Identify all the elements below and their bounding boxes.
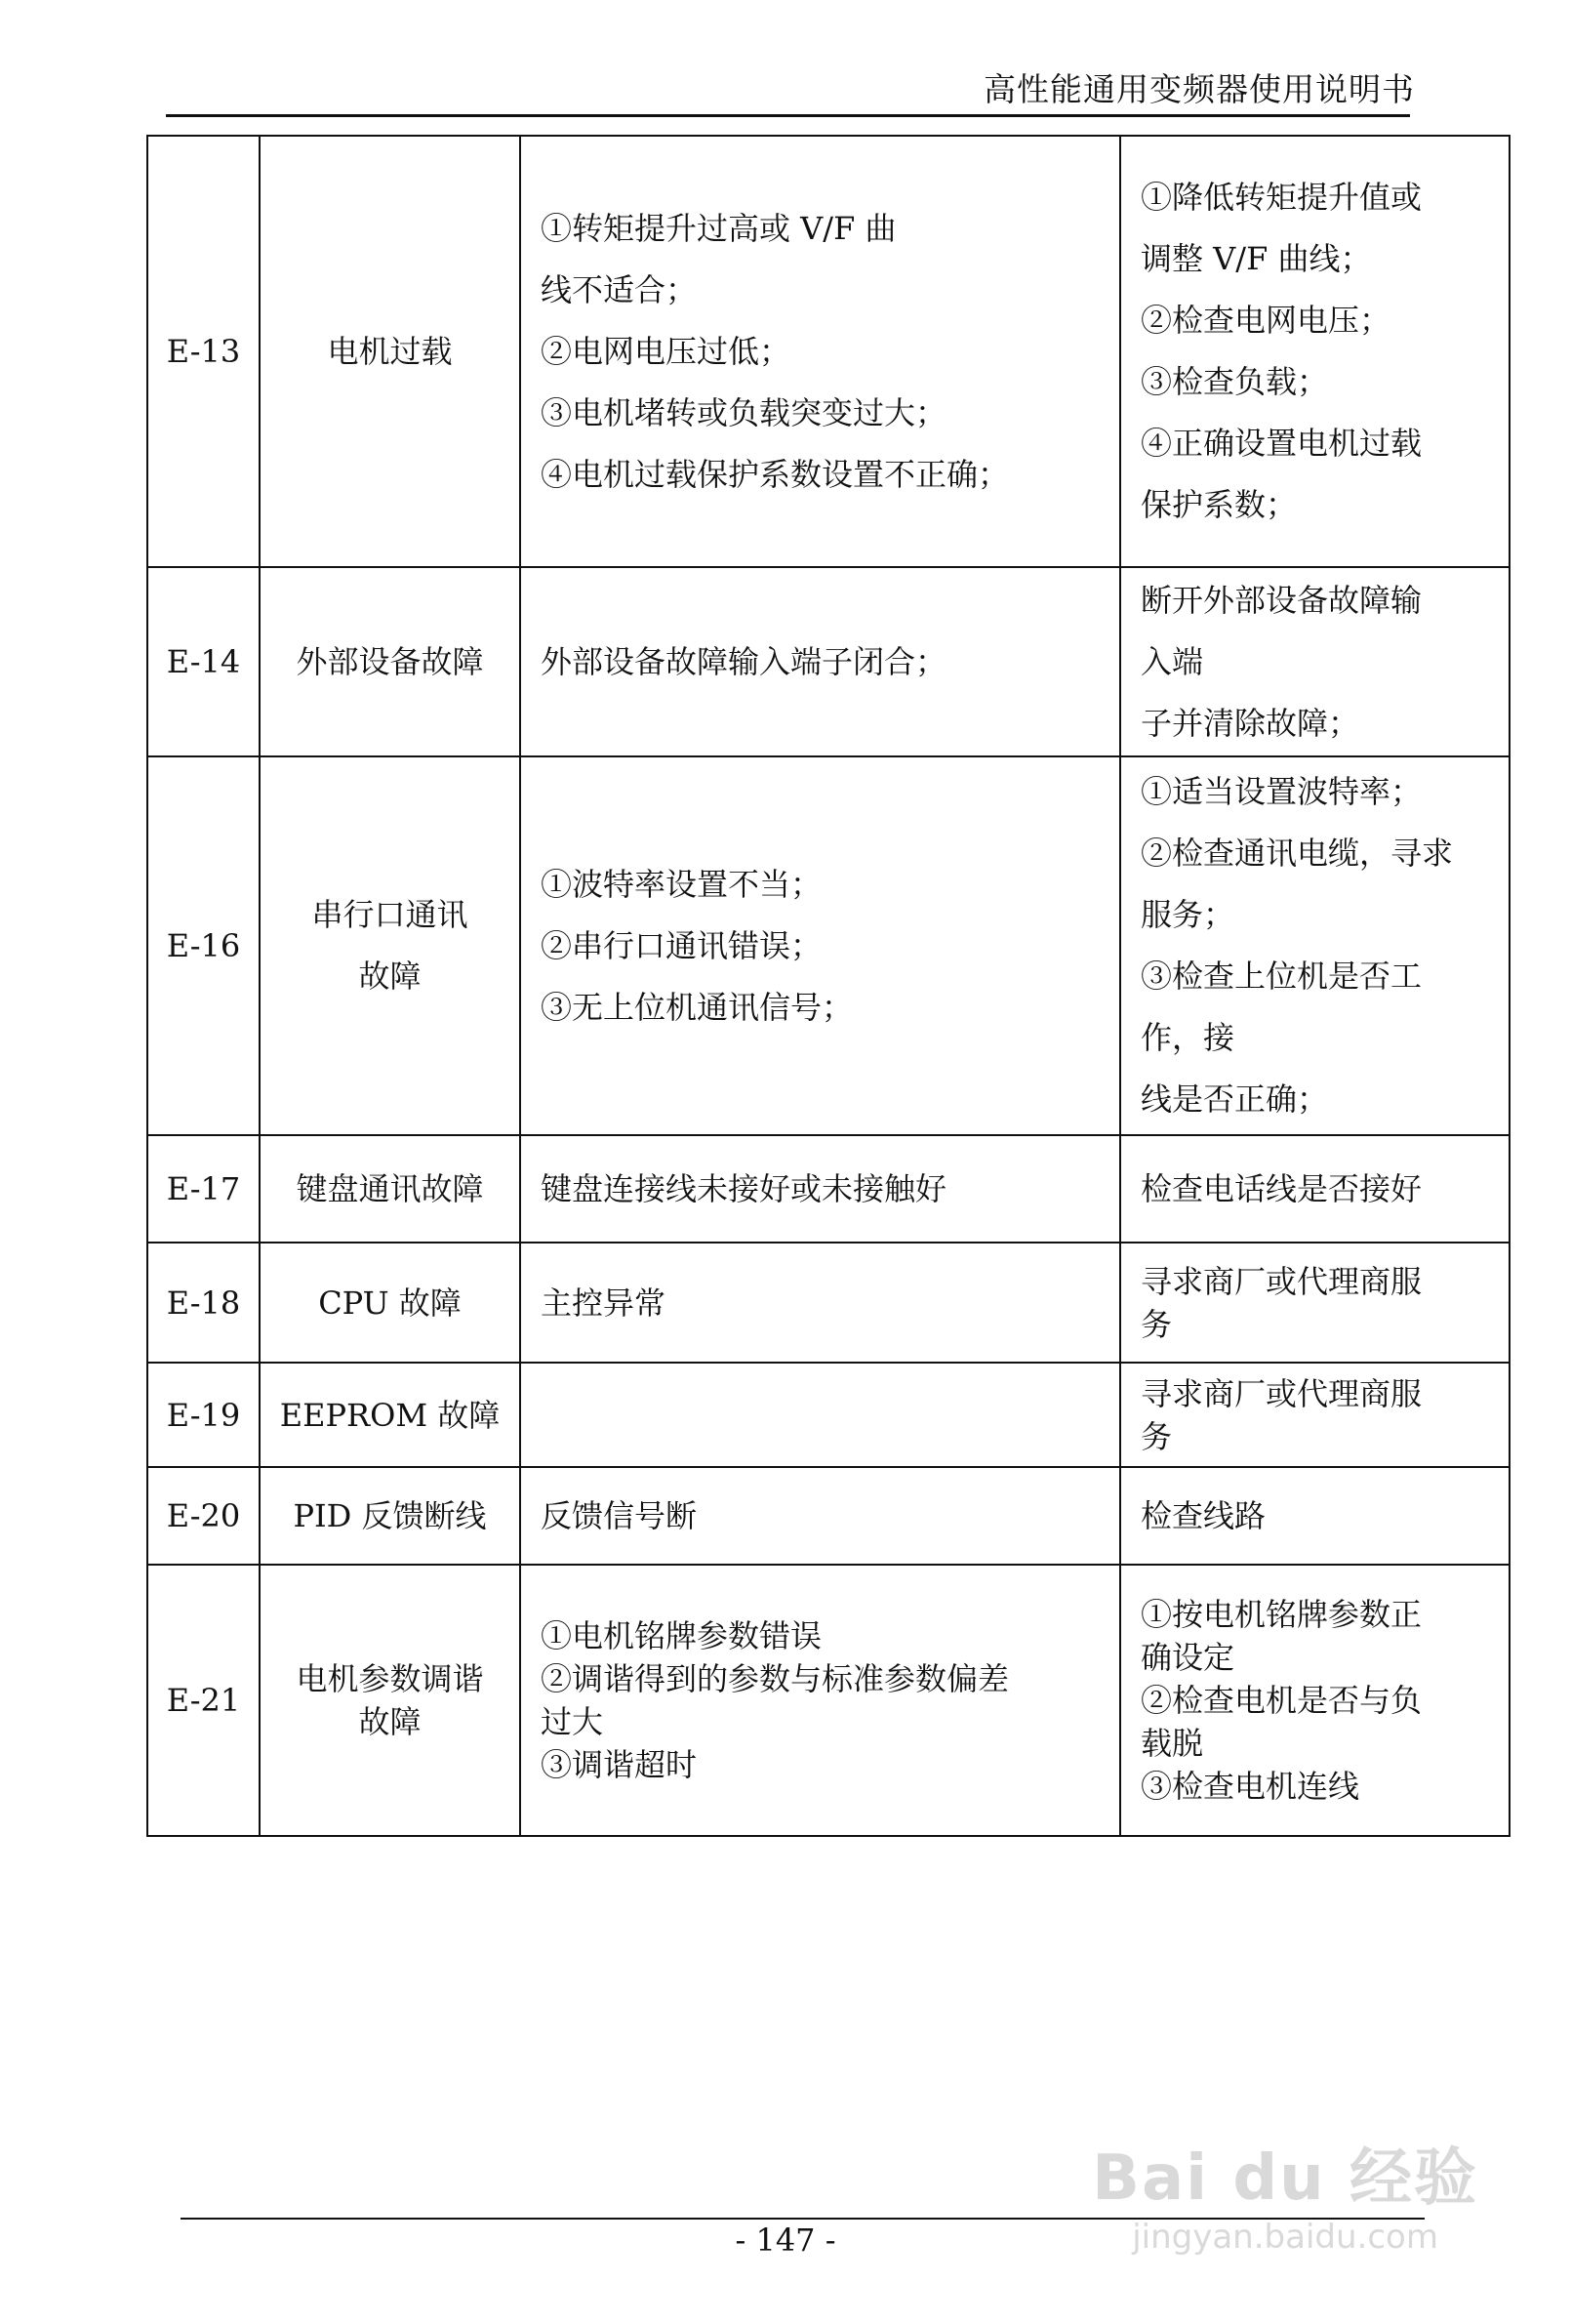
- fault-name-cell-line: PID 反馈断线: [293, 1497, 487, 1534]
- fault-solution-cell-line: 寻求商厂或代理商服: [1141, 1374, 1423, 1412]
- fault-name-cell: [260, 1467, 520, 1565]
- fault-solution-cell-line: 调整 V/F 曲线；: [1141, 240, 1372, 277]
- fault-cause-cell-line: ②串行口通讯错误；: [541, 926, 823, 964]
- fault-solution-cell-line: 检查电话线是否接好: [1141, 1170, 1423, 1207]
- table-row: [147, 136, 1510, 567]
- fault-solution-cell: [1120, 1467, 1510, 1565]
- fault-name-cell-line: 电机过载: [327, 332, 453, 370]
- fault-solution-cell-line: ③检查负载；: [1141, 363, 1329, 400]
- page-number: - 147 -: [735, 2222, 836, 2259]
- fault-name-cell-line: 串行口通讯: [311, 896, 468, 933]
- fault-name-cell: [260, 1565, 520, 1836]
- fault-code-cell: E-14: [147, 567, 260, 756]
- fault-code-cell: E-19: [147, 1363, 260, 1467]
- fault-cause-cell-line: 线不适合；: [541, 270, 698, 308]
- fault-solution-cell: [1120, 756, 1510, 1135]
- fault-cause-cell-line: 过大: [541, 1703, 604, 1740]
- table-row: [147, 756, 1510, 1135]
- fault-code-cell: E-18: [147, 1243, 260, 1363]
- fault-name-cell-line: 键盘通讯故障: [296, 1170, 484, 1207]
- fault-name-cell-line: EEPROM 故障: [279, 1396, 501, 1434]
- fault-solution-cell-line: ①降低转矩提升值或: [1141, 179, 1423, 216]
- fault-table: [146, 135, 1511, 1837]
- fault-name-cell-line: 电机参数调谐: [296, 1660, 484, 1697]
- fault-name-cell: [260, 756, 520, 1135]
- fault-solution-cell-line: 检查线路: [1141, 1497, 1267, 1534]
- fault-cause-cell: [520, 756, 1120, 1135]
- fault-cause-cell-line: 键盘连接线未接好或未接触好: [541, 1170, 947, 1207]
- fault-solution-cell-line: 断开外部设备故障输: [1141, 581, 1423, 619]
- fault-solution-cell-line: 作，接: [1141, 1019, 1235, 1056]
- fault-cause-cell: [520, 1467, 1120, 1565]
- table-row: [147, 1243, 1510, 1363]
- fault-solution-cell-line: 确设定: [1141, 1639, 1235, 1676]
- fault-solution-cell-line: 线是否正确；: [1141, 1080, 1329, 1118]
- fault-solution-cell-line: 务: [1141, 1305, 1173, 1343]
- table-row: [147, 1135, 1510, 1243]
- fault-cause-cell-line: ②电网电压过低；: [541, 332, 791, 370]
- fault-cause-cell: [520, 1135, 1120, 1243]
- fault-solution-cell-line: 子并清除故障；: [1141, 704, 1360, 742]
- table-row: [147, 1467, 1510, 1565]
- fault-solution-cell: [1120, 136, 1510, 567]
- table-row: [147, 1363, 1510, 1467]
- fault-name-cell: [260, 1135, 520, 1243]
- fault-cause-cell: [520, 1363, 1120, 1467]
- fault-solution-cell-line: ①按电机铭牌参数正: [1141, 1596, 1423, 1633]
- fault-name-cell-line: 故障: [358, 1703, 422, 1740]
- fault-solution-cell-line: ①适当设置波特率；: [1141, 773, 1423, 810]
- fault-name-cell-line: 外部设备故障: [296, 642, 484, 680]
- fault-solution-cell-line: 寻求商厂或代理商服: [1141, 1262, 1423, 1300]
- fault-solution-cell-line: 务: [1141, 1417, 1173, 1455]
- fault-cause-cell: [520, 567, 1120, 756]
- fault-cause-cell-line: 反馈信号断: [541, 1497, 698, 1534]
- fault-solution-cell-line: ②检查电网电压；: [1141, 302, 1391, 339]
- fault-cause-cell: [520, 136, 1120, 567]
- fault-solution-cell-line: ②检查通讯电缆，寻求: [1141, 835, 1454, 872]
- fault-cause-cell-line: ③电机堵转或负载突变过大；: [541, 393, 947, 431]
- fault-solution-cell-line: 入端: [1141, 642, 1204, 680]
- fault-name-cell: [260, 1243, 520, 1363]
- header-divider: [166, 114, 1410, 117]
- fault-cause-cell-line: ③调谐超时: [541, 1746, 698, 1783]
- fault-cause-cell-line: ④电机过载保护系数设置不正确；: [541, 455, 1010, 493]
- fault-solution-cell: [1120, 1565, 1510, 1836]
- fault-cause-cell: [520, 1565, 1120, 1836]
- table-row: [147, 567, 1510, 756]
- baidu-watermark-logo: Bai du 经验 jingyan.baidu.com: [1092, 2142, 1478, 2257]
- header-title: 高性能通用变频器使用说明书: [984, 70, 1415, 108]
- fault-cause-cell-line: ②调谐得到的参数与标准参数偏差: [541, 1660, 1010, 1697]
- fault-name-cell: [260, 1363, 520, 1467]
- fault-solution-cell-line: ②检查电机是否与负: [1141, 1682, 1423, 1719]
- fault-cause-cell-line: 外部设备故障输入端子闭合；: [541, 642, 947, 680]
- fault-cause-cell-line: ①转矩提升过高或 V/F 曲: [541, 209, 897, 247]
- fault-code-cell: E-13: [147, 136, 260, 567]
- fault-cause-cell-line: ①波特率设置不当；: [541, 865, 823, 903]
- fault-solution-cell-line: 载脱: [1141, 1725, 1204, 1762]
- fault-name-cell: [260, 567, 520, 756]
- fault-solution-cell: [1120, 1135, 1510, 1243]
- fault-cause-cell-line: ①电机铭牌参数错误: [541, 1617, 823, 1654]
- fault-solution-cell: [1120, 567, 1510, 756]
- fault-cause-cell: [520, 1243, 1120, 1363]
- fault-code-cell: E-17: [147, 1135, 260, 1243]
- fault-solution-cell-line: ③检查上位机是否工: [1141, 958, 1423, 995]
- fault-solution-cell: [1120, 1363, 1510, 1467]
- fault-solution-cell-line: 保护系数；: [1141, 486, 1298, 523]
- fault-solution-cell-line: ③检查电机连线: [1141, 1768, 1360, 1805]
- fault-cause-cell-line: 主控异常: [541, 1284, 666, 1322]
- fault-name-cell-line: 故障: [358, 958, 422, 995]
- fault-solution-cell-line: ④正确设置电机过载: [1141, 425, 1423, 462]
- fault-solution-cell-line: 服务；: [1141, 896, 1235, 933]
- fault-code-cell: E-21: [147, 1565, 260, 1836]
- fault-name-cell-line: CPU 故障: [318, 1284, 462, 1322]
- fault-code-cell: E-20: [147, 1467, 260, 1565]
- fault-name-cell: [260, 136, 520, 567]
- table-row: [147, 1565, 1510, 1836]
- fault-code-cell: E-16: [147, 756, 260, 1135]
- fault-cause-cell-line: ③无上位机通讯信号；: [541, 988, 854, 1026]
- fault-solution-cell: [1120, 1243, 1510, 1363]
